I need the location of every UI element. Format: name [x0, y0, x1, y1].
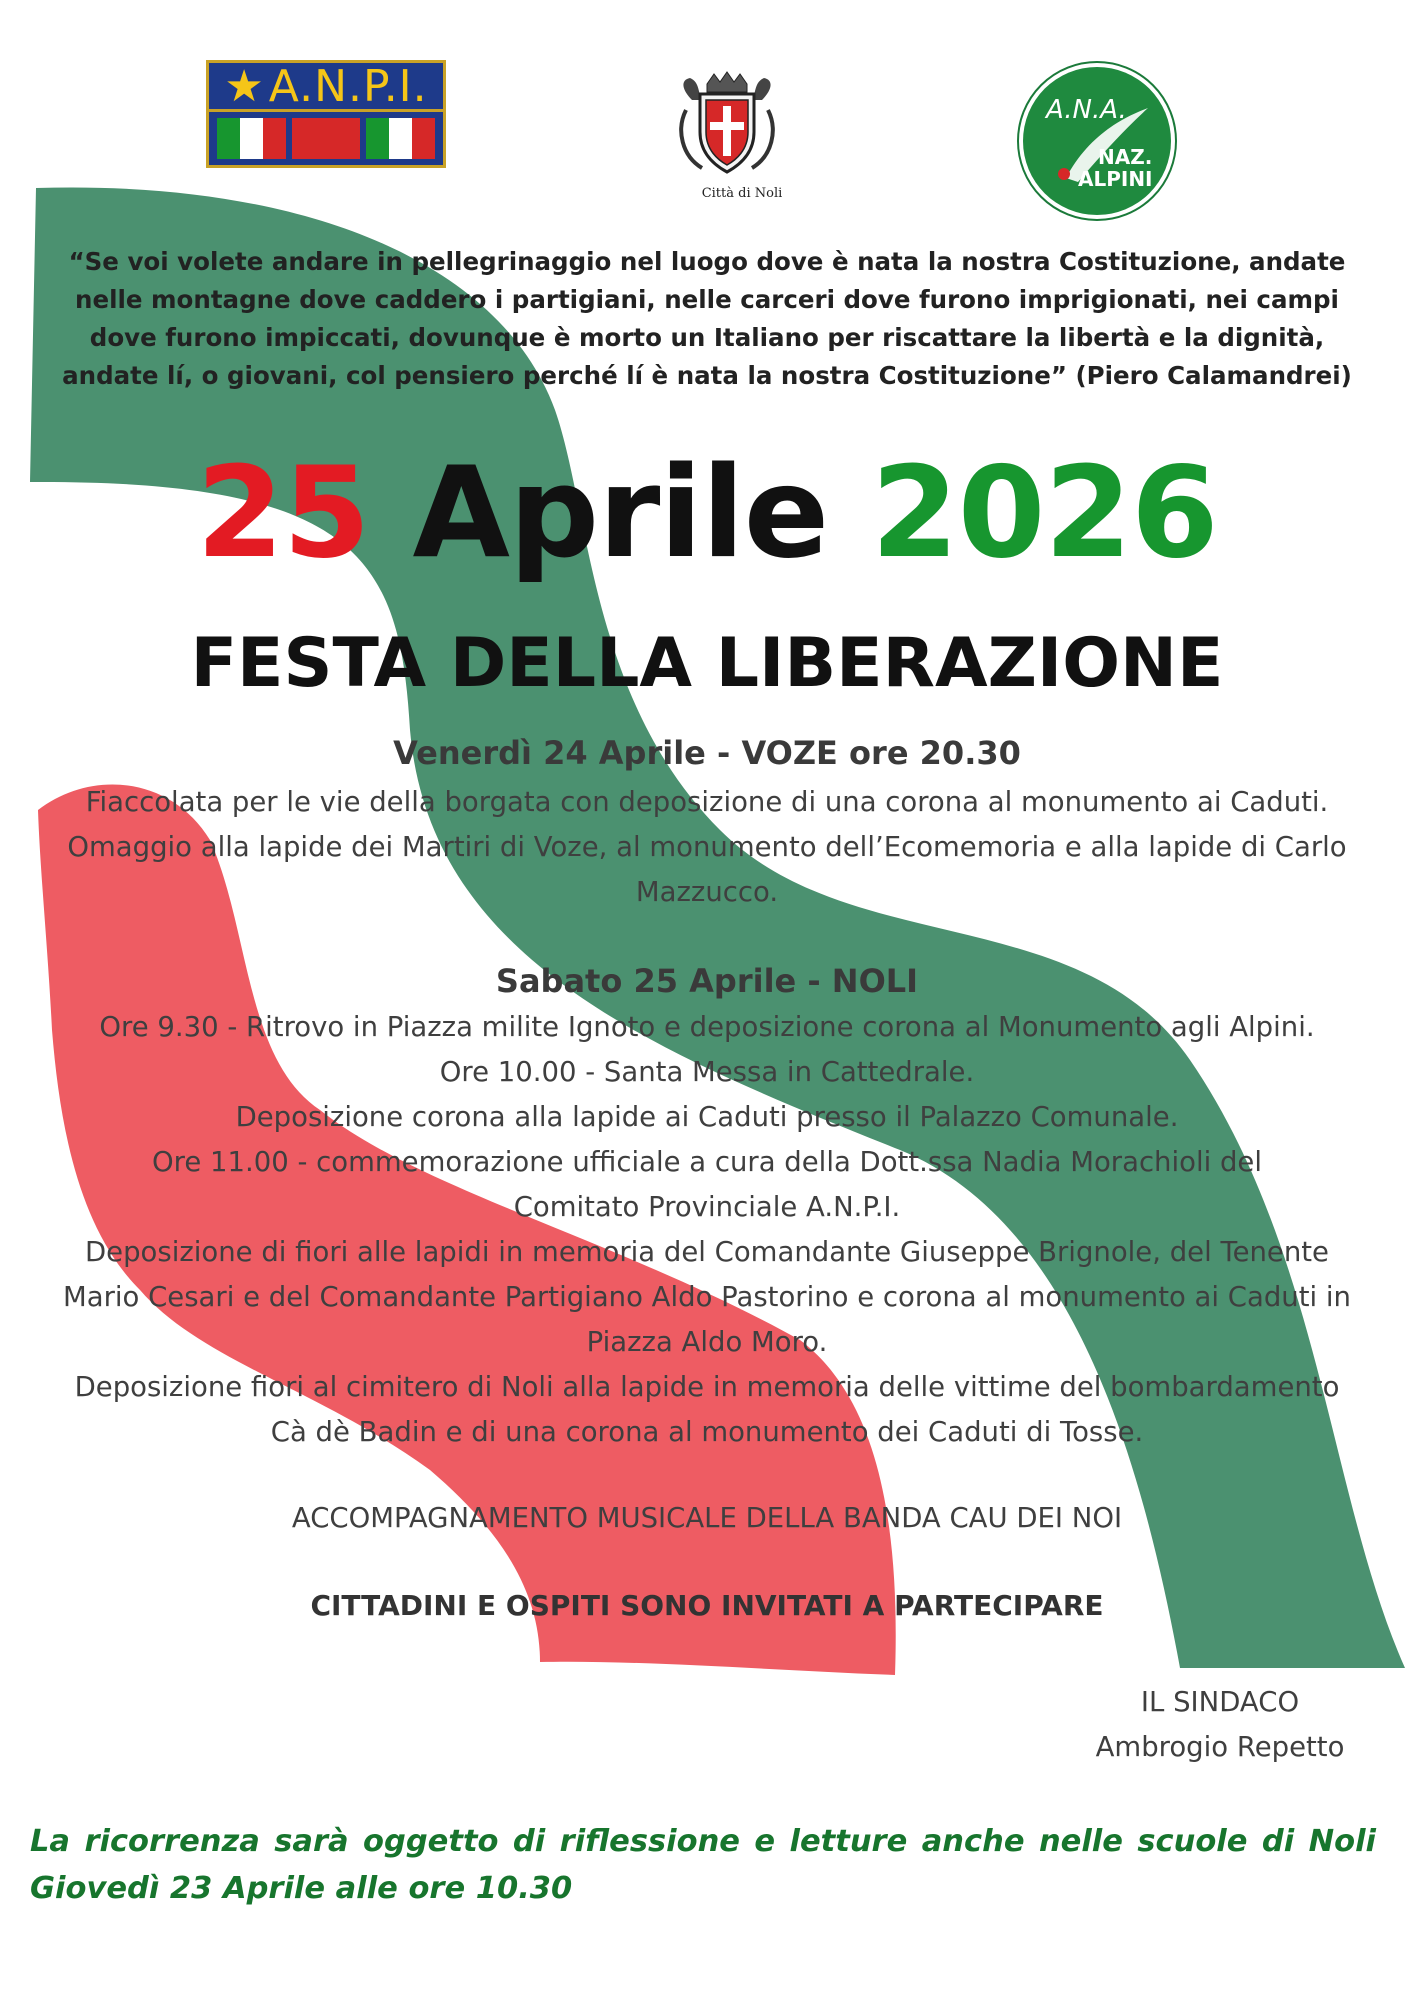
title-year: 2026 [871, 439, 1218, 586]
page-subtitle: FESTA DELLA LIBERAZIONE [190, 624, 1224, 703]
alpini-logo-line2: NAZ. [1098, 145, 1153, 169]
anpi-logo-bar [206, 60, 446, 112]
program-item: Deposizione di fiori alle lapidi in memoria del Comandante Giuseppe Brignole, del Tenente Mario Cesari e del Comandante Partigiano Aldo Pastorino e corona al monumento ai Caduti in Piazza Aldo Moro. [63, 1236, 1351, 1358]
event-saturday-program [20, 1005, 1394, 1455]
invitation-note: CITTADINI E OSPITI SONO INVITATI A PARTECIPARE [310, 1589, 1104, 1622]
music-note: ACCOMPAGNAMENTO MUSICALE DELLA BANDA CAU DEI NOI [291, 1502, 1123, 1534]
anpi-logo-text: A.N.P.I. [268, 60, 428, 112]
program-item: Ore 10.00 - Santa Messa in Cattedrale. [439, 1056, 975, 1088]
calamandrei-quote: “Se voi volete andare in pellegrinaggio nel luogo dove è nata la nostra Costituzione, andate nelle montagne dove caddero i partigiani, nelle carceri dove furono imprigionati, nei campi dove furono impiccati, dovunque è morto un Italiano per riscattare la libertà e la dignità, andate lí, o giovani, col pensiero perché lí è nata la nostra Costituzione” (Piero Calamandrei) [62, 247, 1352, 390]
title-day: 25 [196, 439, 370, 586]
noli-crest-logo [672, 70, 812, 210]
star-icon: ★ [224, 60, 265, 112]
signature-name: Ambrogio Repetto [1095, 1731, 1345, 1763]
alpini-logo-line3: ALPINI [1078, 167, 1153, 191]
program-item: Deposizione corona alla lapide ai Caduti presso il Palazzo Comunale. [235, 1101, 1179, 1133]
page-title [0, 438, 1414, 588]
program-item: Ore 9.30 - Ritrovo in Piazza milite Ignoto e deposizione corona al Monumento agli Alpini. [99, 1011, 1315, 1043]
schools-footer-note [30, 1818, 1376, 1912]
crest-icon [672, 70, 782, 178]
alpini-logo-line1: A.N.A. [1046, 95, 1127, 125]
event-friday-text: Fiaccolata per le vie della borgata con deposizione di una corona al monumento ai Caduti. Omaggio alla lapide dei Martiri di Voze, al monumento dell’Ecomemoria e alla lapide di Carlo Mazzucco. [67, 786, 1347, 908]
mayor-signature [1040, 1680, 1400, 1770]
alpini-logo [1016, 60, 1178, 222]
event-saturday-heading: Sabato 25 Aprile - NOLI [495, 962, 919, 1000]
event-friday-heading: Venerdì 24 Aprile - VOZE ore 20.30 [393, 734, 1021, 772]
noli-caption: Città di Noli [701, 186, 783, 201]
program-item: Deposizione fiori al cimitero di Noli alla lapide in memoria delle vittime del bombardamento Cà dè Badin e di una corona al monumento dei Caduti di Tosse. [74, 1371, 1340, 1448]
program-item: Ore 11.00 - commemorazione ufficiale a cura della Dott.ssa Nadia Morachioli del Comitato Provinciale A.N.P.I. [152, 1146, 1262, 1223]
footer-line-1: La ricorrenza sarà oggetto di riflessione e letture anche nelle scuole di Noli [30, 1824, 1376, 1859]
signature-role: IL SINDACO [1140, 1686, 1300, 1718]
footer-line-2: Giovedì 23 Aprile alle ore 10.30 [30, 1871, 573, 1906]
anpi-logo [206, 60, 446, 168]
alpini-badge-icon [1016, 60, 1178, 222]
title-month: Aprile [412, 439, 829, 586]
anpi-logo-flags [206, 112, 446, 168]
